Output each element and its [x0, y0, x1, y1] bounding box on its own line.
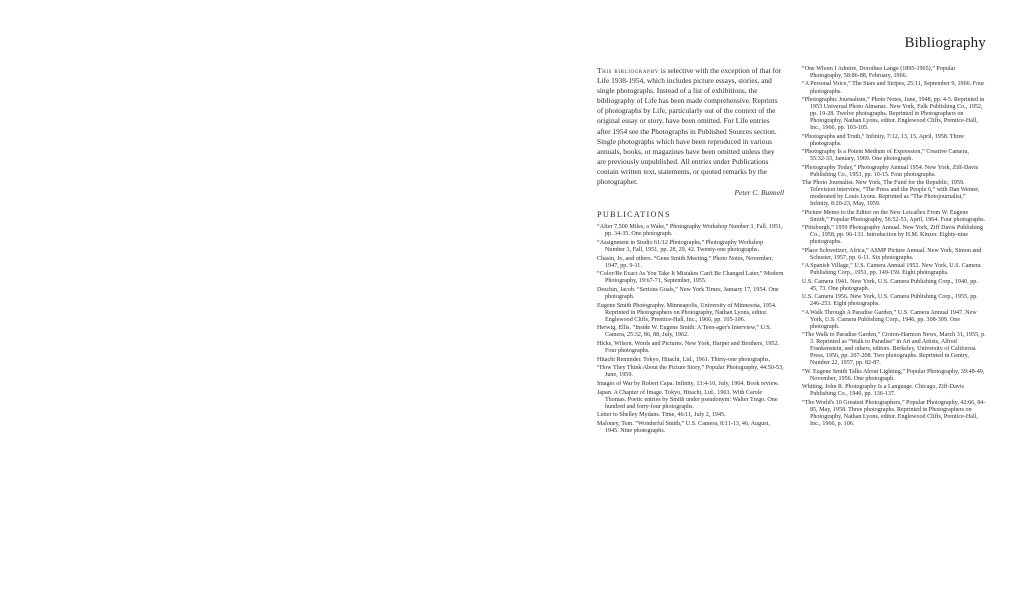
bibliography-entry: Deschin, Jacob. “Serious Goals,” New York Times, January 17, 1954. One photograph. — [597, 286, 779, 300]
bibliography-entry: “How They Think About the Picture Story,” Popular Photography, 44:50-53, June, 1959. — [597, 365, 784, 379]
bibliography-entry: Eugene Smith Photography. Minneapolis, University of Minnesota, 1954. Reprinted in Photographers on Photography, Nathan Lyons, editor. Englewood Cliffs, Prentice-Hall, Inc., 1966, pp. 105-106. — [597, 302, 777, 323]
bibliography-entry: “Photography Is a Potent Medium of Expression,” Creative Camera, 55:32-33, January, 1969. One photograph. — [802, 149, 969, 163]
right-column — [802, 66, 986, 429]
bibliography-entry: “The World's 10 Greatest Photographers,” Popular Photography, 42:66, 84-85, May, 1958. Three photographs. Reprinted in Photographers on Photography, Nathan Lyons, editor. Englewood Cliffs, Prentice-Hall, Inc., 1966, p. 106. — [802, 399, 986, 427]
bibliography-entry: U.S. Camera 1941. New York, U.S. Camera Publishing Corp., 1940, pp. 45, 73. One photograph. — [802, 278, 978, 292]
bibliography-entry: “The Walk to Paradise Garden,” Croton-Harmon News, March 31, 1955, p. 3. Reprinted as “Walk to Paradise” in Art and Artists, Alfred Frankenstein, and others, editors. Berkeley, University of California Press, 1956, pp. 207-208. Two photographs. Reprinted in Gentry, Number 22, 1957, pp. 82-87. — [802, 332, 986, 367]
bibliography-entry: “W. Eugene Smith Talks About Lighting,” Popular Photography, 39:48-49, November, 1956. One photograph. — [802, 368, 985, 382]
intro-text: is selective with the exception of that for Life 1938-1954, which includes picture essays, stories, and single photographs. Instead of a list of exhibitions, the bibliography of Life has been made comprehensive. Reprints of photographs by Life, particularly out of the context of the original essay or story, have been omitted. For Life entries after 1954 see the Photographs in Published Sources section. Single photographs which have been reproduced in various annuals, books, or magazines have been omitted unless they are previously unpublished. All entries under Publications contain written text, statements, or quoted remarks by the photographer. — [597, 66, 782, 187]
bibliography-entry: Images of War by Robert Capa. Infinity, 13:4-10, July, 1964. Book review. — [597, 381, 779, 387]
bibliography-entry: “Place Schweitzer, Africa,” ASMP Picture Annual. New York, Simon and Schuster, 1957, pp. 6-11. Six photographs. — [802, 247, 982, 261]
bibliography-entry: “A Walk Through A Paradise Garden,” U.S. Camera Annual 1947. New York, U.S. Camera Publishing Corp., 1946, pp. 308-309. One photograph. — [802, 309, 977, 330]
bibliography-entry: “A Spanish Village,” U.S. Camera Annual 1952. New York, U.S. Camera Publishing Corp., 1951, pp. 149-159. Eight photographs. — [802, 263, 981, 277]
bibliography-entry: Japan. A Chapter of Image. Tokyo, Hitachi, Ltd., 1963. With Carole Thomas. Poetic entries by Smith under pseudonym: Walter Trego. One hundred and forty-four photographs. — [597, 389, 778, 410]
bibliography-entry: U.S. Camera 1956. New York, U.S. Camera Publishing Corp., 1955, pp. 246-253. Eight photographs. — [802, 294, 978, 308]
publications-heading: PUBLICATIONS — [597, 210, 671, 220]
intro-lead: This bibliography — [597, 66, 659, 75]
bibliography-entry: “Color/Be Exact As You Take It Mistakes Can't Be Changed Later,” Modern Photography, 19:67-71, September, 1955. — [597, 271, 784, 285]
bibliography-entry: “Pittsburgh,” 1959 Photography Annual. New York, Ziff Davis Publishing Co., 1958, pp. 96-133. Introduction by H.M. Kinzer. Eighty-nine photographs. — [802, 225, 983, 246]
bibliography-entry: “One Whom I Admire, Dorothea Lange (1895-1965),” Popular Photography, 58:86-88, February, 1966. — [802, 66, 956, 80]
bibliography-entry: Letter to Shelley Mydans. Time, 46:11, July 2, 1945. — [597, 412, 726, 419]
bibliography-entry: “After 7,500 Miles, a Wake,” Photography Workshop Number 3, Fall, 1951, pp. 34-35. One photograph. — [597, 224, 783, 238]
bibliography-entry: The Photo Journalist. New York, The Fund for the Republic, 1959. Television interview, “The Press and the People 6,” with Dan Weiner, moderated by Louis Lyons. Reprinted as “The Photojournalist,” Infinity, 8:20-23, May, 1959. — [802, 180, 980, 208]
bibliography-entry: “Photographic Journalism,” Photo Notes, June, 1948, pp. 4-5. Reprinted in 1953 Universal Photo Almanac. New York, Falk Publishing Co., 1952, pp. 19-28. Twelve photographs. Reprinted in Photographers on Photography, Nathan Lyons, editor. Englewood Cliffs, Prentice-Hall, Inc., 1966, pp. 103-105. — [802, 96, 985, 132]
bibliography-entry: Hicks, Wilson. Words and Pictures. New York, Harper and Brothers, 1952. Four photographs. — [597, 340, 779, 355]
bibliography-entry: Whiting, John R. Photography Is a Language. Chicago, Ziff-Davis Publishing Co., 1946, pp. 136-137. — [802, 384, 965, 398]
bibliography-entry: Chasin, Jo, and others. “Gene Smith Meeting,” Photo Notes, November, 1947, pp. 9-11. — [597, 255, 773, 269]
entry-list-left — [597, 224, 784, 435]
page-title: Bibliography — [904, 35, 986, 51]
bibliography-entry: “Assignment in Studio 61/12 Photographs,” Photography Workshop Number 3, Fall, 1951, pp. 28, 29, 42. Twenty-one photographs. — [597, 239, 764, 253]
left-column — [597, 66, 784, 437]
bibliography-entry: “A Personal Voice,” The Stars and Stripes, 25:11, September 9, 1966. Four photographs. — [802, 81, 985, 95]
bibliography-entry: Maloney, Tom. “Wonderful Smith,” U.S. Camera, 8:11-13, 46, August, 1945. Nine photographs. — [597, 421, 770, 435]
signature: Peter C. Bunnell — [734, 188, 784, 198]
bibliography-entry: Herwig, Ellis. “Inside W. Eugene Smith: A Teen-ager's Interview,” U.S. Camera, 25:32, 86, 88, July, 1962. — [597, 325, 772, 339]
bibliography-entry: “Picture Memo to the Editor on the New Leicaflex From W. Eugene Smith,” Popular Photography, 56:52-53, April, 1964. Four photographs. — [802, 209, 986, 223]
bibliography-entry: “Photographs and Truth,” Infinity, 7:12, 13, 15, April, 1958. Three photographs. — [802, 133, 964, 147]
bibliography-entry: “Photography Today,” Photography Annual 1954. New York, Ziff-Davis Publishing Co., 1953, pp. 10-15. Four photographs. — [802, 164, 979, 178]
intro-paragraph — [597, 66, 784, 187]
bibliography-entry: Hitachi Reminder. Tokyo, Hitachi, Ltd., 1961. Thirty-one photographs. — [597, 356, 770, 363]
